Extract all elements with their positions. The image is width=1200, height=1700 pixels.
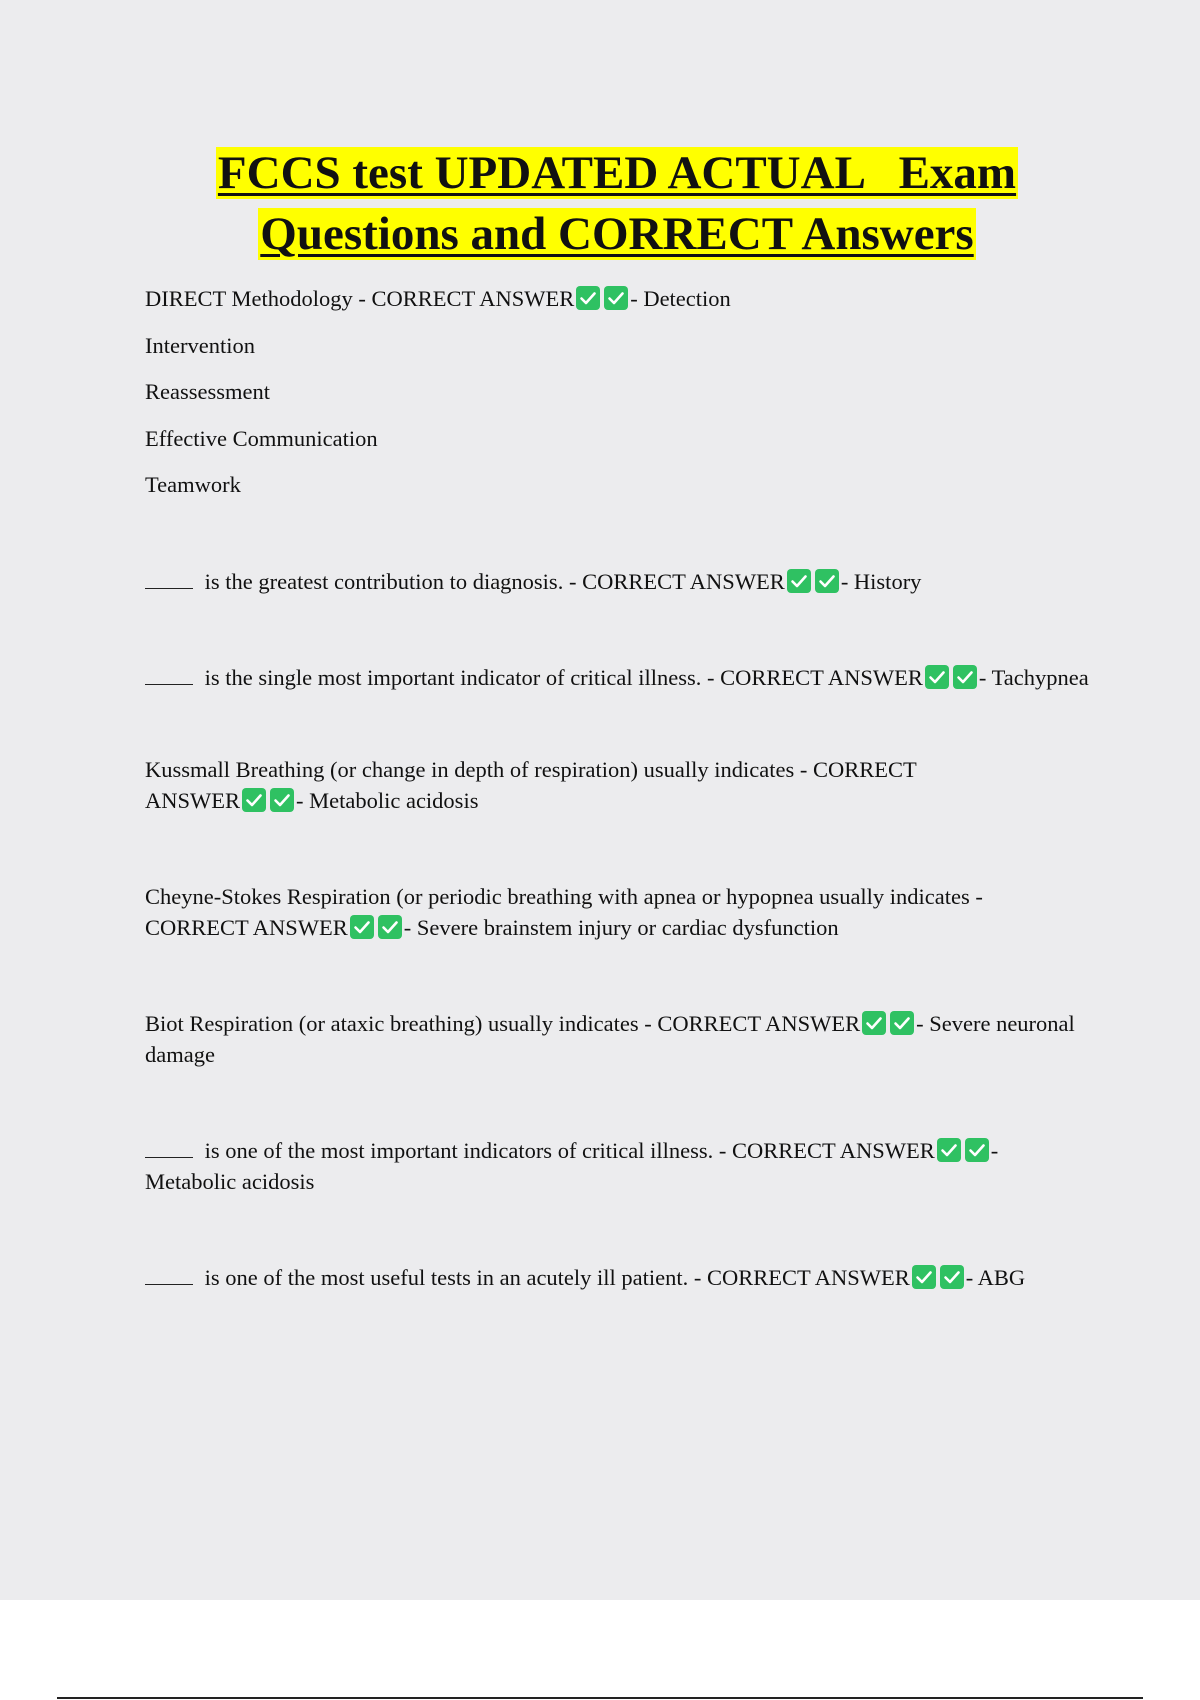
qa-item [145,881,1065,943]
answer-marker: CORRECT ANSWER [657,1010,861,1036]
check-mark-icon [576,286,600,310]
fill-in-blank [145,668,193,685]
answer-marker: CORRECT ANSWER [582,568,785,594]
title-line-1: FCCS test UPDATED ACTUAL Exam [217,147,1017,199]
qa-item [145,1135,1095,1197]
fill-in-blank [145,572,193,589]
qa-answer: - Metabolic acidosis [145,1137,999,1194]
fill-in-blank [145,1141,193,1158]
answer-marker: CORRECT ANSWER [371,286,575,311]
check-mark-icon [890,1011,914,1035]
qa-item [145,1008,1085,1070]
check-mark-icon [270,788,294,812]
check-mark-icon [815,569,839,593]
qa-prompt: is one of the most important indicators of critical illness. - [199,1137,733,1163]
qa-answer: - ABG [965,1264,1026,1290]
answer-marker: CORRECT ANSWER [732,1137,935,1163]
answer-continuation: Effective Communication [145,425,378,451]
title-line-2: Questions and CORRECT Answers [260,208,974,260]
qa-answer: - Severe brainstem injury or cardiac dysfunction [403,914,839,940]
answer-marker: CORRECT ANSWER [707,1264,910,1290]
qa-prompt: Kussmall Breathing (or change in depth of respiration) usually indicates - [145,756,813,782]
answer-continuation: Intervention [145,332,255,358]
qa-answer: - History [840,568,922,594]
check-mark-icon [604,286,628,310]
qa-prompt: is the single most important indicator of critical illness. - [199,664,721,690]
qa-item [145,566,1095,597]
answer-continuation: Teamwork [145,472,241,497]
answer-marker: CORRECT ANSWER [720,664,923,690]
qa-item [145,1262,1095,1293]
check-mark-icon [862,1011,886,1035]
qa-prompt: Biot Respiration (or ataxic breathing) usually indicates - [145,1010,658,1036]
qa-prompt: is one of the most useful tests in an acutely ill patient. - [199,1264,708,1290]
check-mark-icon [940,1265,964,1289]
qa-item-direct-methodology [145,283,1095,516]
qa-item [145,754,995,816]
check-mark-icon [937,1138,961,1162]
check-mark-icon [953,665,977,689]
qa-answer: - Metabolic acidosis [296,787,479,813]
check-mark-icon [787,569,811,593]
check-mark-icon [925,665,949,689]
answer-marker: CORRECT ANSWER [145,756,917,813]
check-mark-icon [242,788,266,812]
qa-prompt: is the greatest contribution to diagnosis. - [199,568,583,594]
qa-item [145,662,1095,693]
qa-answer: - Severe neuronal damage [145,1010,1075,1067]
qa-answer: - Detection [630,286,731,311]
check-mark-icon [912,1265,936,1289]
document-title [100,143,1134,265]
answer-continuation: Reassessment [145,379,270,404]
answer-marker: CORRECT ANSWER [145,914,348,940]
qa-list [145,283,1095,1293]
footer-divider [57,1697,1143,1699]
qa-question [145,283,1095,330]
check-mark-icon [350,915,374,939]
fill-in-blank [145,1268,193,1285]
qa-prompt: DIRECT Methodology - [145,286,372,311]
qa-prompt: Cheyne-Stokes Respiration (or periodic breathing with apnea or hypopnea usually indicates - [145,883,983,909]
check-mark-icon [965,1138,989,1162]
qa-answer: - Tachypnea [978,664,1089,690]
check-mark-icon [378,915,402,939]
